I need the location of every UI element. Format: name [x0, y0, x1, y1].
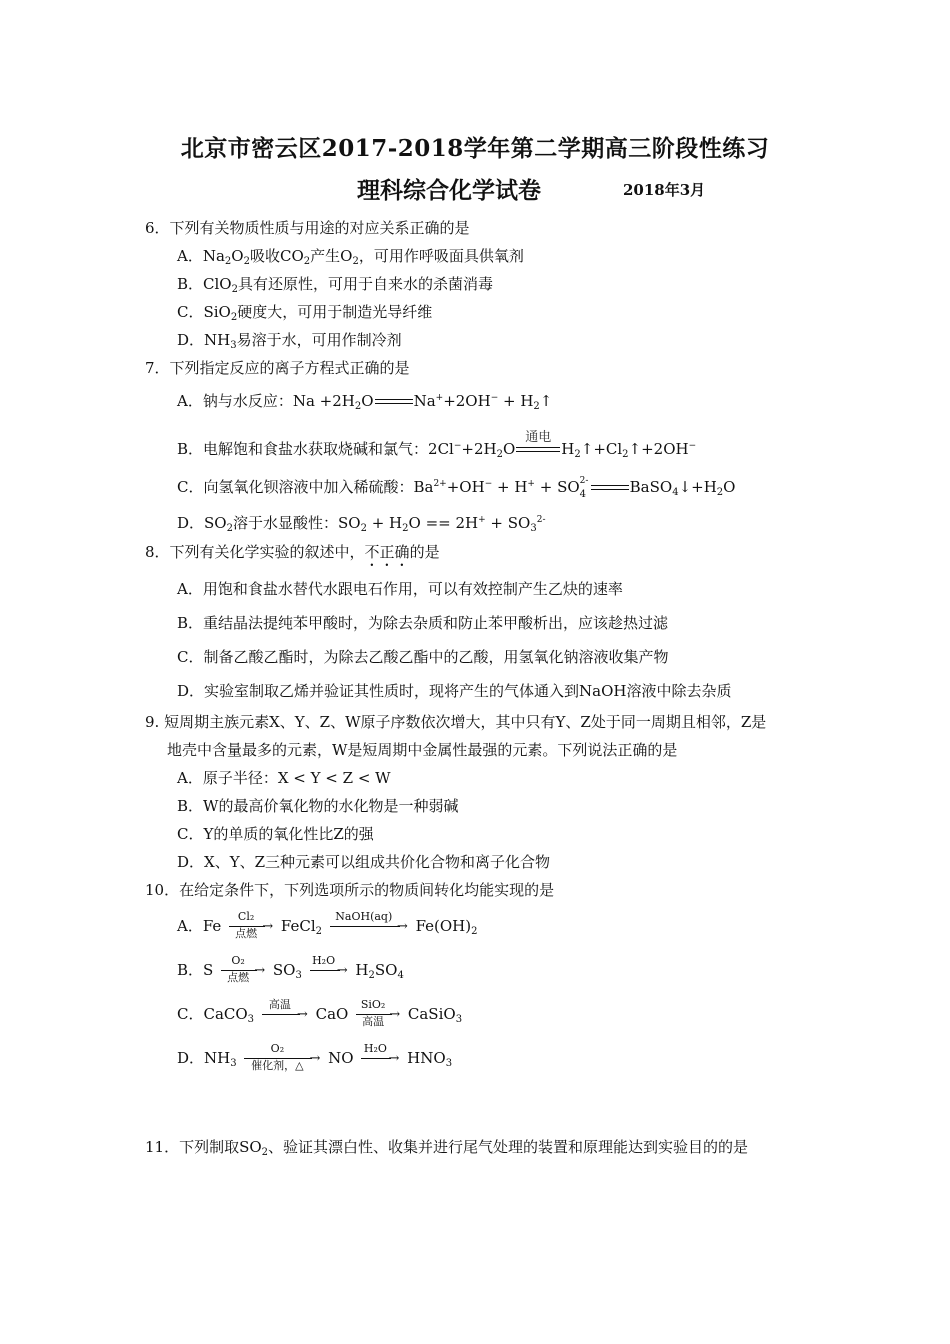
reaction-arrow: 高温 → [262, 1001, 308, 1029]
equals-sign [591, 484, 629, 492]
reaction-arrow: SiO₂ 高温 → [356, 1001, 400, 1029]
reaction-arrow: H₂O → [361, 1045, 399, 1073]
question-10-option-a: A．Fe Cl₂ 点燃 → FeCl$_2$ NaOH(aq) → $Fe(OH)_2$ [177, 910, 478, 940]
question-10-option-d: D．$NH_3$ O₂ 催化剂，△ → NO H₂O → $HNO_3$ [177, 1042, 453, 1072]
question-8-option-c: C．制备乙酸乙酯时，为除去乙酸乙酯中的乙酸，用氢氧化钠溶液收集产物 [177, 648, 669, 666]
question-10-option-b: B．S O₂ 点燃 → $SO_3$ H₂O → $H_2SO_4$ [177, 954, 404, 984]
question-10-stem: 10．在给定条件下，下列选项所示的物质间转化均能实现的是 [145, 881, 555, 899]
equals-sign [516, 430, 560, 454]
reaction-arrow: NaOH(aq) → [330, 913, 408, 941]
question-6-option-d: D．$NH_3$易溶于水，可用作制冷剂 [177, 331, 402, 351]
question-9-stem-line1: 9. 短周期主族元素X、Y、Z、W原子序数依次增大，其中只有Y、Z处于同一周期且相邻，Z是 [145, 713, 767, 731]
question-6-stem: 6．下列有关物质性质与用途的对应关系正确的是 [145, 219, 470, 237]
question-6-option-b: B．ClO$_2$具有还原性，可用于自来水的杀菌消毒 [177, 275, 493, 295]
question-7-option-a: A．钠与水反应：$Na +2H_2O$ $Na^++2OH^- + H_2↑$ [177, 392, 553, 412]
reaction-arrow: H₂O → [310, 957, 348, 985]
reaction-arrow: O₂ 点燃 → [221, 957, 265, 985]
question-9-option-b: B．W的最高价氧化物的水化物是一种弱碱 [177, 797, 459, 815]
question-6-option-a: A．$Na_2O_2$吸收$CO_2$产生$O_2$，可用作呼吸面具供氧剂 [177, 247, 524, 267]
question-9-option-c: C．Y的单质的氧化性比Z的强 [177, 825, 374, 843]
question-7-option-d: D．$SO_2$溶于水显酸性：$SO_2 + H_2O == 2H^+ + SO_3^{2-}$ [177, 514, 546, 534]
question-8-stem: 8．下列有关化学实验的叙述中，不正确的是 [145, 543, 440, 561]
reaction-arrow: O₂ 催化剂，△ → [244, 1045, 320, 1073]
question-11-stem: 11．下列制取$SO_2$、验证其漂白性、收集并进行尾气处理的装置和原理能达到实验目的的是 [145, 1138, 749, 1158]
question-8-option-d: D．实验室制取乙烯并验证其性质时，现将产生的气体通入到NaOH溶液中除去杂质 [177, 682, 732, 700]
paper-title: 北京市密云区2017-2018学年第二学期高三阶段性练习 [180, 135, 770, 162]
question-6-option-c: C．SiO$_2$硬度大，可用于制造光导纤维 [177, 303, 433, 323]
reaction-arrow: Cl₂ 点燃 → [229, 913, 273, 941]
question-7-option-c: C．向氢氧化钡溶液中加入稀硫酸：$Ba^{2+}+OH^- + H^+$ + SO 2- 4 $BaSO_4↓+H_2O$ [177, 476, 736, 500]
reaction-condition: 通电 [525, 430, 552, 445]
paper-date: 2018年3月 [623, 181, 706, 199]
question-9-option-d: D．X、Y、Z三种元素可以组成共价化合物和离子化合物 [177, 853, 551, 871]
question-7-stem: 7．下列指定反应的离子方程式正确的是 [145, 359, 410, 377]
equals-sign [375, 398, 413, 406]
question-10-option-c: C．CaCO$_3$ 高温 → CaO SiO₂ 高温 → CaSiO$_3$ [177, 998, 463, 1028]
paper-subtitle: 理科综合化学试卷 [357, 177, 541, 204]
question-8-option-a: A．用饱和食盐水替代水跟电石作用，可以有效控制产生乙炔的速率 [177, 580, 623, 598]
question-8-option-b: B．重结晶法提纯苯甲酸时，为除去杂质和防止苯甲酸析出，应该趁热过滤 [177, 614, 669, 632]
question-9-stem-line2: 地壳中含量最多的元素，W是短周期中金属性最强的元素。下列说法正确的是 [167, 741, 678, 759]
question-7-option-b: B．电解饱和食盐水获取烧碱和氯气：$2Cl^-+2H_2O$ 通电 $H_2↑+Cl_2↑+2OH^-$ [177, 430, 697, 460]
question-9-option-a: A．原子半径：X < Y < Z < W [177, 769, 391, 787]
